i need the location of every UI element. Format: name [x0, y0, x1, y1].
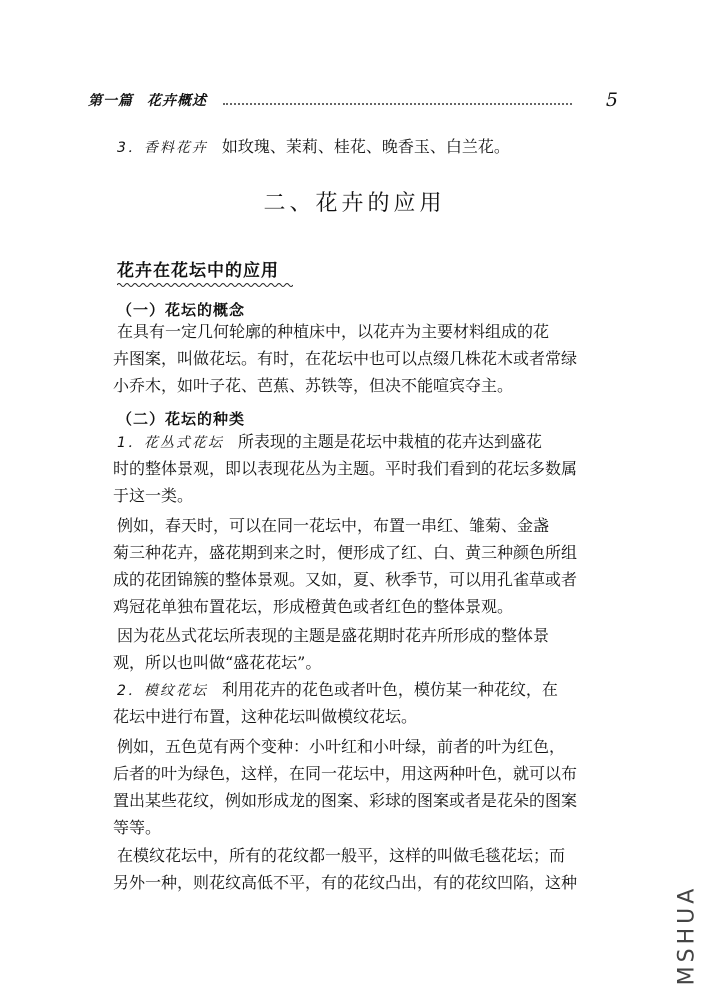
text-line	[117, 428, 637, 455]
text-line: 花坛中进行布置，这种花坛叫做模纹花坛。	[113, 707, 418, 726]
text-line: 在具有一定几何轮廓的种植床中，以花卉为主要材料组成的花	[117, 322, 550, 341]
paragraph-concept	[113, 318, 637, 399]
item-label: 1．花丛式花坛	[117, 435, 224, 451]
text-line: 于这一类。	[113, 486, 194, 505]
text-line: 另外一种，则花纹高低不平，有的花纹凸出，有的花纹凹陷，这种	[113, 873, 578, 892]
paragraph-example-1	[113, 512, 637, 620]
header-dot-leader	[223, 101, 572, 105]
list-item-label: 3．香料花卉	[117, 140, 208, 156]
paragraph-item2	[113, 676, 637, 730]
header-title: 花卉概述	[147, 93, 207, 109]
text-line: 后者的叶为绿色，这样，在同一花坛中，用这两种叶色，就可以布	[113, 764, 578, 783]
text-line: 鸡冠花单独布置花坛，形成橙黄色或者红色的整体景观。	[113, 597, 514, 616]
text-line: 在模纹花坛中，所有的花纹都一般平，这样的叫做毛毯花坛；而	[117, 846, 566, 865]
text-line: 置出某些花纹，例如形成龙的图案、彩球的图案或者是花朵的图案	[113, 791, 578, 810]
watermark-text: MSHUA	[674, 884, 700, 986]
paragraph-last	[113, 842, 637, 896]
item-first-line: 利用花卉的花色或者叶色，模仿某一种花纹，在	[221, 680, 558, 699]
text-line: 小乔木，如叶子花、芭蕉、苏铁等，但决不能喧宾夺主。	[113, 376, 514, 395]
page-number: 5	[605, 89, 618, 111]
item-label: 2．模纹花坛	[117, 683, 208, 699]
list-item-fragrant-flowers	[117, 134, 510, 157]
list-item-text: 如玫瑰、茉莉、桂花、晚香玉、白兰花。	[221, 137, 510, 156]
text-line: 成的花团锦簇的整体景观。又如，夏、秋季节，可以用孔雀草或者	[113, 570, 578, 589]
header-chapter: 第一篇	[88, 93, 133, 109]
text-line	[117, 676, 637, 703]
subheading-concept: （一）花坛的概念	[117, 301, 246, 319]
text-line: 例如，春天时，可以在同一花坛中，布置一串红、雏菊、金盏	[117, 516, 550, 535]
text-line: 例如，五色苋有两个变种：小叶红和小叶绿，前者的叶为红色，	[117, 737, 566, 756]
text-line: 观，所以也叫做“盛花花坛”。	[113, 653, 322, 672]
wavy-underline	[117, 282, 293, 288]
text-line: 因为花丛式花坛所表现的主题是盛花期时花卉所形成的整体景	[117, 626, 550, 645]
text-line: 时的整体景观，即以表现花丛为主题。平时我们看到的花坛多数属	[113, 459, 578, 478]
subheading-types: （二）花坛的种类	[117, 410, 246, 428]
text-line: 菊三种花卉，盛花期到来之时，便形成了红、白、黄三种颜色所组	[113, 543, 578, 562]
paragraph-example-2	[113, 733, 637, 841]
paragraph-reason	[113, 622, 637, 676]
text-line: 卉图案，叫做花坛。有时，在花坛中也可以点缀几株花木或者常绿	[113, 349, 578, 368]
section-heading: 二、花卉的应用	[263, 191, 446, 216]
watermark	[672, 880, 702, 990]
topic-heading: 花卉在花坛中的应用	[117, 261, 279, 281]
item-first-line: 所表现的主题是花坛中栽植的花卉达到盛花	[237, 432, 542, 451]
text-line: 等等。	[113, 818, 162, 837]
running-header	[88, 88, 618, 112]
paragraph-item1	[113, 428, 637, 509]
